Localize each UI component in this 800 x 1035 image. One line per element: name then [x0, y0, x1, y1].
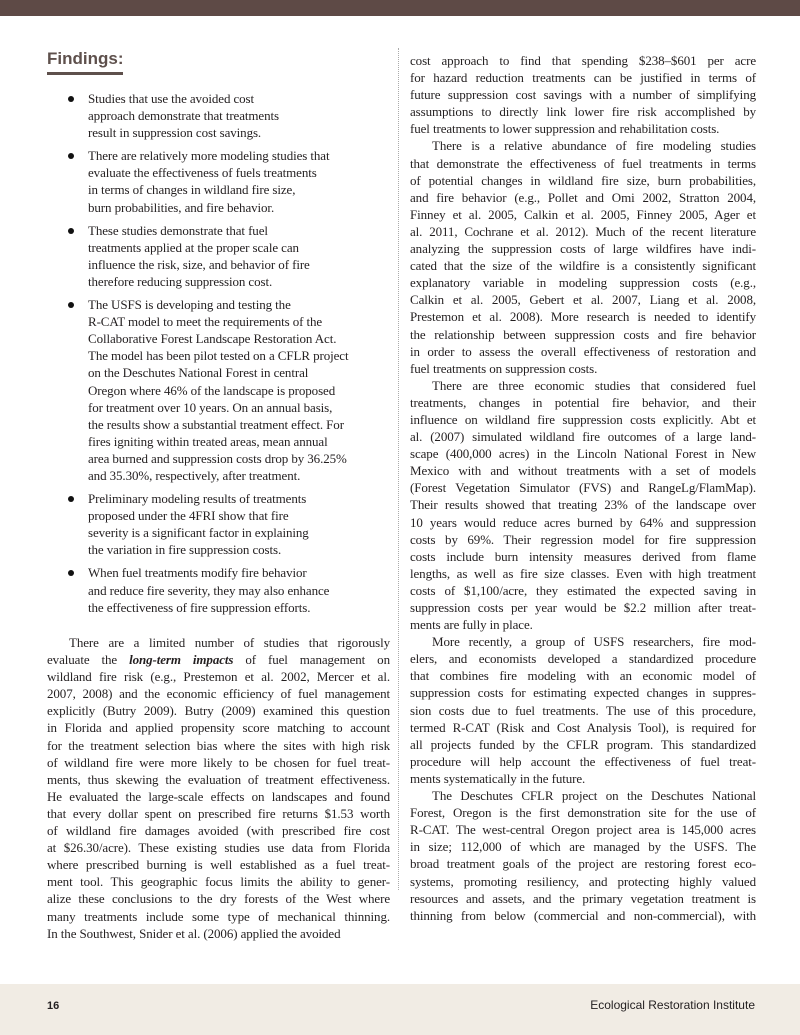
header-bar	[0, 0, 800, 16]
finding-line: area burned and suppression costs drop by 36.25%	[88, 450, 347, 466]
finding-line: proposed under the 4FRI show that fire	[88, 508, 289, 524]
paragraph-line: ments are fully in place.	[410, 617, 533, 633]
finding-line: These studies demonstrate that fuel	[88, 222, 268, 238]
paragraph-line: fuel treatments to lower suppression and rehabilitation costs.	[410, 121, 720, 137]
paragraph-line: ment tool. This geographic focus limits the ability to gener-	[47, 874, 390, 890]
finding-line: result in suppression cost savings.	[88, 125, 262, 141]
finding-line: severity is a significant factor in explaining	[88, 525, 309, 541]
footer-organization: Ecological Restoration Institute	[590, 998, 755, 1012]
paragraph-line: suppression costs for estimating expected changes in suppres-	[410, 685, 756, 701]
paragraph-line: of wildland fire damages avoided (with prescribed fire cost	[47, 823, 390, 839]
body-paragraph	[410, 52, 756, 137]
finding-line: When fuel treatments modify fire behavior	[88, 565, 307, 581]
body-paragraph	[410, 633, 756, 787]
body-paragraph	[410, 137, 756, 376]
paragraph-line: More recently, a group of USFS researchers, fire mod-	[432, 634, 756, 650]
paragraph-line: for hazard reduction treatments can be justified in terms of	[410, 70, 756, 86]
bullet-icon	[68, 228, 74, 234]
paragraph-line: sion costs due to fuel treatments. The use of this procedure,	[410, 702, 756, 718]
paragraph-line: future suppression cost savings with a number of simplifying	[410, 87, 756, 103]
paragraph-line: broad treatment goals of the project are restoring forest eco-	[410, 856, 756, 872]
paragraph-line: al. 2011, Cochrane et al. 2012). Much of the recent literature	[410, 223, 756, 239]
finding-item	[68, 296, 388, 484]
finding-line: influence the risk, size, and behavior of fire	[88, 256, 310, 272]
finding-line: fires igniting within treated areas, mean annual	[88, 433, 328, 449]
finding-item	[68, 90, 388, 141]
bullet-icon	[68, 153, 74, 159]
paragraph-line: at $26.30/acre). These existing studies use data from Florida	[47, 840, 390, 856]
paragraph-line: influence on wildland fire suppression costs explicitly. Abt et	[410, 411, 756, 427]
column-divider	[398, 48, 399, 890]
paragraph-line: that combines fire modeling with an economic model of	[410, 668, 756, 684]
finding-item	[68, 147, 388, 215]
paragraph-line: Mexico with and without treatments with a set of models	[410, 463, 756, 479]
paragraph-line: wildland fire risk (e.g., Prestemon et al. 2002, Mercer et al.	[47, 669, 390, 685]
finding-line: There are relatively more modeling studies that	[88, 148, 330, 164]
finding-item	[68, 564, 388, 615]
paragraph-line: that demonstrate the effectiveness of fuel treatments in terms	[410, 155, 756, 171]
finding-line: and 35.30%, respectively, after treatment.	[88, 467, 301, 483]
finding-line: Collaborative Forest Landscape Restoration Act.	[88, 331, 337, 347]
paragraph-line: of wildland fire were more likely to be chosen for fuel treat-	[47, 754, 390, 770]
body-paragraph	[410, 377, 756, 633]
paragraph-line: suppression costs per year would be $2.2 million after treat-	[410, 600, 756, 615]
paragraph-line: analyzing the suppression costs of large wildfires have indi-	[410, 241, 756, 257]
paragraph-line: 2007, 2008) and the economic efficiency of fuel management	[47, 686, 390, 702]
page-footer	[0, 984, 800, 1035]
finding-line: treatments applied at the proper scale can	[88, 239, 299, 255]
finding-line: The model has been pilot tested on a CFLR project	[88, 348, 349, 364]
paragraph-line	[47, 651, 390, 668]
paragraph-line: and fire behavior (e.g., Pollet and Omi 2002, Stratton 2004,	[410, 189, 756, 205]
paragraph-line: There are a limited number of studies that rigorously	[69, 635, 390, 650]
paragraph-line: Prestemon et al. 2008). More research is needed to identify	[410, 309, 756, 325]
paragraph-line: al. (2007) simulated wildland fire outcomes of a large land-	[410, 429, 756, 445]
finding-line: evaluate the effectiveness of fuels treatments	[88, 165, 317, 181]
paragraph-line: In the Southwest, Snider et al. (2006) applied the avoided	[47, 925, 341, 941]
paragraph-line: Calkin et al. 2005, Gebert et al. 2007, Liang et al. 2008,	[410, 292, 756, 308]
bullet-icon	[68, 570, 74, 576]
paragraph-line: R-CAT. The west-central Oregon project area is 145,000 acres	[410, 822, 756, 838]
paragraph-line: There is a relative abundance of fire modeling studies	[432, 138, 756, 154]
paragraph-line: for the treatment selection bias where the sites with high risk	[47, 737, 390, 753]
paragraph-line: There are three economic studies that considered fuel	[432, 377, 756, 393]
page-number: 16	[47, 1000, 60, 1012]
paragraph-line: costs include burn intensity measures derived from flame	[410, 548, 756, 564]
paragraph-line: Forest, Oregon is the first demonstration site for the use of	[410, 805, 756, 821]
paragraph-line: 10 years would reduce acres burned by 64% and suppression	[410, 514, 756, 530]
paragraph-line: elers, and economists developed a standardized procedure	[410, 651, 756, 667]
finding-line: burn probabilities, and fire behavior.	[88, 199, 275, 215]
finding-line: Studies that use the avoided cost	[88, 91, 255, 106]
paragraph-line: the relationship between suppression costs and fire behavior	[410, 326, 756, 342]
paragraph-line: He evaluated the large-scale effects on landscapes and found	[47, 788, 390, 804]
finding-line: on the Deschutes National Forest in central	[88, 365, 309, 381]
finding-line: the effectiveness of fire suppression efforts.	[88, 599, 311, 615]
finding-line: The USFS is developing and testing the	[88, 297, 291, 313]
paragraph-line: that every dollar spent on prescribed fire returns $1.53 worth	[47, 805, 390, 821]
paragraph-line: ments systematically in the future.	[410, 770, 586, 786]
finding-line: R-CAT model to meet the requirements of the	[88, 314, 323, 330]
paragraph-line: explicitly (Butry 2009). Butry (2009) examined this question	[47, 703, 390, 719]
paragraph-line: Their results showed that treating 23% of the landscape over	[410, 497, 756, 513]
finding-line: in terms of changes in wildland fire size,	[88, 182, 296, 198]
paragraph-line: (Forest Vegetation Simulator (FVS) and RangeLg/FlamMap).	[410, 480, 756, 496]
paragraph-line: cost approach to find that spending $238–$601 per acre	[410, 53, 756, 68]
paragraph-line: in size; 112,000 of which are managed by the USFS. The	[410, 839, 756, 855]
finding-item	[68, 490, 388, 558]
paragraph-line: Finney et al. 2005, Calkin et al. 2005, Finney 2005, Ager et	[410, 206, 756, 222]
body-paragraph-left	[47, 634, 390, 942]
paragraph-line: systems, promoting resiliency, and protecting highly valued	[410, 873, 756, 889]
finding-item	[68, 222, 388, 290]
paragraph-line: in order to assess the overall effectiveness of restoration and	[410, 343, 756, 359]
text-span: of fuel management on	[233, 652, 390, 668]
paragraph-line: treatments, changes in potential fire behavior, and their	[410, 394, 756, 410]
finding-line: the variation in fire suppression costs.	[88, 542, 282, 558]
paragraph-line: resources and assets, and the primary vegetation treatment is	[410, 890, 756, 906]
paragraph-line: all projects funded by the CFLR program. This standardized	[410, 736, 756, 752]
paragraph-line: many treatments include some type of mechanical thinning.	[47, 908, 390, 924]
finding-line: approach demonstrate that treatments	[88, 108, 279, 124]
finding-line: for treatment over 10 years. On an annual basis,	[88, 399, 333, 415]
paragraph-line: procedure will help account the effectiveness of fuel treat-	[410, 753, 756, 769]
body-paragraph	[410, 787, 756, 924]
paragraph-line: fuel treatments on suppression costs.	[410, 360, 598, 376]
finding-line: the results show a substantial treatment effect. For	[88, 416, 344, 432]
paragraph-line: scape (400,000 acres) in the Lincoln National Forest in New	[410, 446, 756, 462]
paragraph-line: thinning from below (commercial and non-commercial), with	[410, 907, 756, 923]
finding-line: therefore reducing suppression cost.	[88, 273, 273, 289]
paragraph-line: assumptions to directly link lower fire risk accomplished by	[410, 104, 756, 120]
finding-line: Oregon where 46% of the landscape is proposed	[88, 382, 336, 398]
paragraph-line: ments, thus skewing the evaluation of treatment effectiveness.	[47, 771, 390, 787]
paragraph-line: cated that the size of the wildfire is a consistently significant	[410, 258, 756, 274]
paragraph-line: The Deschutes CFLR project on the Deschutes National	[432, 788, 756, 804]
paragraph-line: of potential changes in wildland fire size, burn probabilities,	[410, 172, 756, 188]
right-column	[410, 52, 756, 924]
paragraph-line: termed R-CAT (Risk and Cost Analysis Tool), is required for	[410, 719, 756, 735]
paragraph-line: lengths, as well as fire size classes. Even with high treatment	[410, 565, 756, 581]
findings-heading: Findings:	[47, 49, 123, 75]
bullet-icon	[68, 496, 74, 502]
finding-line: and reduce fire severity, they may also enhance	[88, 582, 330, 598]
paragraph-line: costs of $1,100/acre, they estimated the expected saving in	[410, 582, 756, 598]
paragraph-line: where prescribed burning is well established as a fuel treat-	[47, 857, 390, 873]
emphasis-long-term-impacts: long-term impacts	[129, 652, 234, 668]
paragraph-line: explanatory variable in modeling suppression costs (e.g.,	[410, 275, 756, 291]
paragraph-line: in Florida and applied propensity score matching to account	[47, 720, 390, 736]
paragraph-line: costs by 69%. Their regression model for fire suppression	[410, 531, 756, 547]
finding-line: Preliminary modeling results of treatments	[88, 491, 307, 507]
bullet-icon	[68, 302, 74, 308]
findings-list	[68, 90, 388, 622]
bullet-icon	[68, 96, 74, 102]
paragraph-line: alize these conclusions to the dry forests of the West where	[47, 891, 390, 907]
text-span: evaluate the	[47, 652, 130, 668]
